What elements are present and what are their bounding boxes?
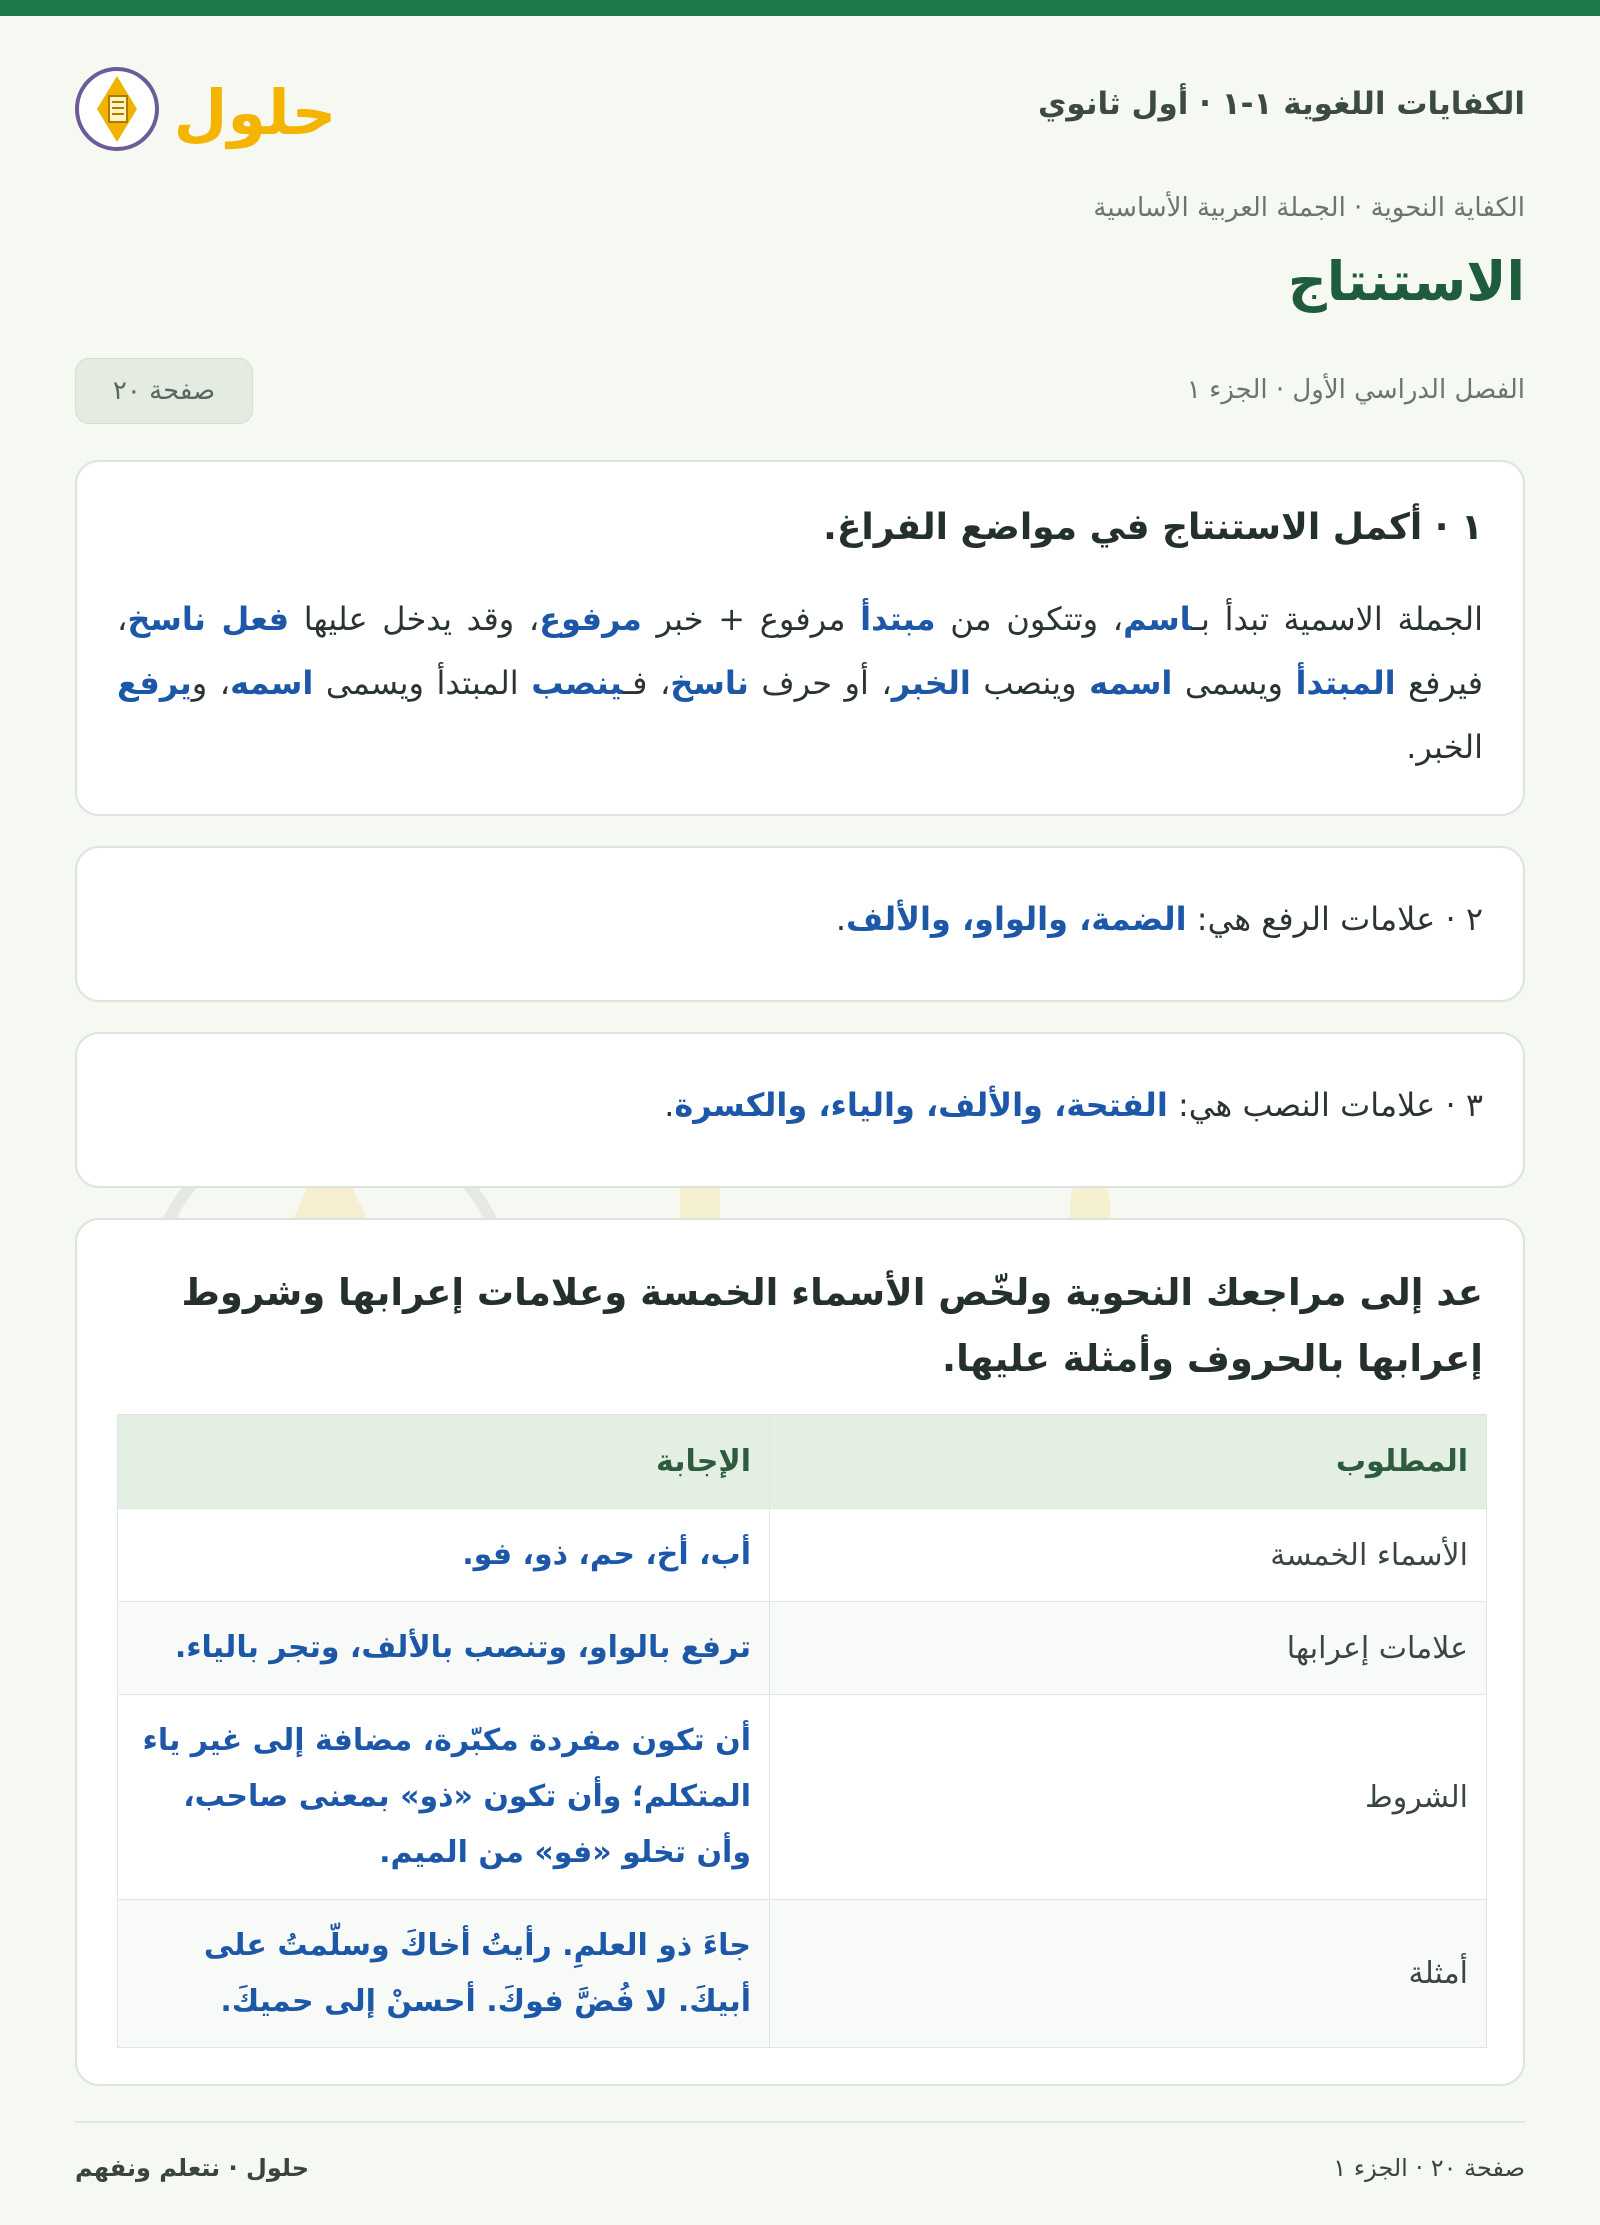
table-header-row [118, 1415, 1487, 1509]
q1-answer: اسمه [1089, 664, 1173, 702]
column-header-required: المطلوب [770, 1415, 1487, 1509]
q2-answer: الضمة، والواو، والألف [846, 900, 1187, 938]
row-label: علامات إعرابها [770, 1602, 1487, 1695]
column-header-answer: الإجابة [118, 1415, 770, 1509]
q1-text: الجملة الاسمية تبدأ بـ [1191, 600, 1484, 638]
q1-answer: مرفوع [539, 600, 642, 638]
question-card-4 [75, 1218, 1525, 2086]
lesson-title: الاستنتاج [1287, 250, 1525, 313]
q1-text: مرفوع + خبر [641, 600, 861, 638]
q1-answer: فعل ناسخ [127, 600, 290, 638]
q1-answer: اسم [1123, 600, 1192, 638]
logo-text: حلول [173, 76, 337, 149]
question-card-2 [75, 846, 1525, 1002]
q1-text: ، فيرفع [117, 600, 1484, 702]
q3-prefix: ٣ · علامات النصب هي: [1167, 1086, 1483, 1124]
q3-suffix: . [664, 1086, 675, 1124]
top-accent-bar [0, 0, 1600, 16]
footer-divider [75, 2121, 1525, 2123]
table-row [118, 1900, 1487, 2048]
row-answer: ترفع بالواو، وتنصب بالألف، وتجر بالياء. [118, 1602, 770, 1695]
q1-text: ، وتتكون من [935, 600, 1124, 638]
row-label: أمثلة [770, 1900, 1487, 2048]
q1-answer: المبتدأ [1295, 664, 1396, 702]
question-card-3 [75, 1032, 1525, 1188]
footer-brand: حلول · نتعلم ونفهم [75, 2154, 309, 2182]
q2-prefix: ٢ · علامات الرفع هي: [1186, 900, 1483, 938]
q1-answer: ينصب [531, 664, 623, 702]
hulul-logo[interactable] [75, 52, 345, 162]
page-header [75, 52, 1525, 162]
question-1-text [117, 587, 1483, 779]
question-4-heading: عد إلى مراجعك النحوية ولخّص الأسماء الخمسة وعلامات إعرابها وشروط إعرابها بالحروف وأمثلة عليها. [181, 1271, 1483, 1380]
footer-page-info: صفحة ٢٠ · الجزء ١ [1333, 2154, 1525, 2182]
row-label: الشروط [770, 1695, 1487, 1900]
row-label: الأسماء الخمسة [770, 1509, 1487, 1602]
row-answer: أن تكون مفردة مكبّرة، مضافة إلى غير ياء المتكلم؛ وأن تكون «ذو» بمعنى صاحب، وأن تخلو «فو» من الميم. [118, 1695, 770, 1900]
row-answer: أب، أخ، حم، ذو، فو. [118, 1509, 770, 1602]
q2-suffix: . [835, 900, 847, 938]
question-2-text [836, 900, 1483, 938]
term-info: الفصل الدراسي الأول · الجزء ١ [1186, 375, 1525, 405]
question-3-text [664, 1086, 1483, 1124]
question-1-heading: ١ · أكمل الاستنتاج في مواضع الفراغ. [823, 507, 1483, 548]
q1-answer: اسمه [230, 664, 314, 702]
q1-text: ، أو حرف [748, 664, 892, 702]
q1-text: ويسمى [1172, 664, 1296, 702]
table-row [118, 1695, 1487, 1900]
question-card-1 [75, 460, 1525, 816]
q1-answer: يرفع [117, 664, 192, 702]
row-answer: جاءَ ذو العلمِ. رأيتُ أخاكَ وسلّمتُ على أبيكَ. لا فُضَّ فوكَ. أحسنْ إلى حميكَ. [118, 1900, 770, 2048]
q1-answer: مبتدأ [860, 600, 936, 638]
table-row [118, 1509, 1487, 1602]
q1-text: ، وقد يدخل عليها [289, 600, 540, 638]
table-row [118, 1602, 1487, 1695]
q1-text: المبتدأ ويسمى [313, 664, 532, 702]
q1-text: وينصب [970, 664, 1090, 702]
page-number-badge: صفحة ٢٠ [75, 358, 253, 424]
breadcrumb: الكفاية النحوية · الجملة العربية الأساسية [1093, 193, 1525, 223]
q1-text: الخبر. [1406, 728, 1483, 766]
q1-text: ، و [191, 664, 231, 702]
book-title: الكفايات اللغوية ١-١ · أول ثانوي [1038, 86, 1525, 122]
q1-answer: الخبر [891, 664, 971, 702]
q1-answer: ناسخ [670, 664, 749, 702]
q3-answer: الفتحة، والألف، والياء، والكسرة [674, 1086, 1168, 1124]
q1-text: ، فـ [622, 664, 671, 702]
summary-table [117, 1414, 1487, 2048]
